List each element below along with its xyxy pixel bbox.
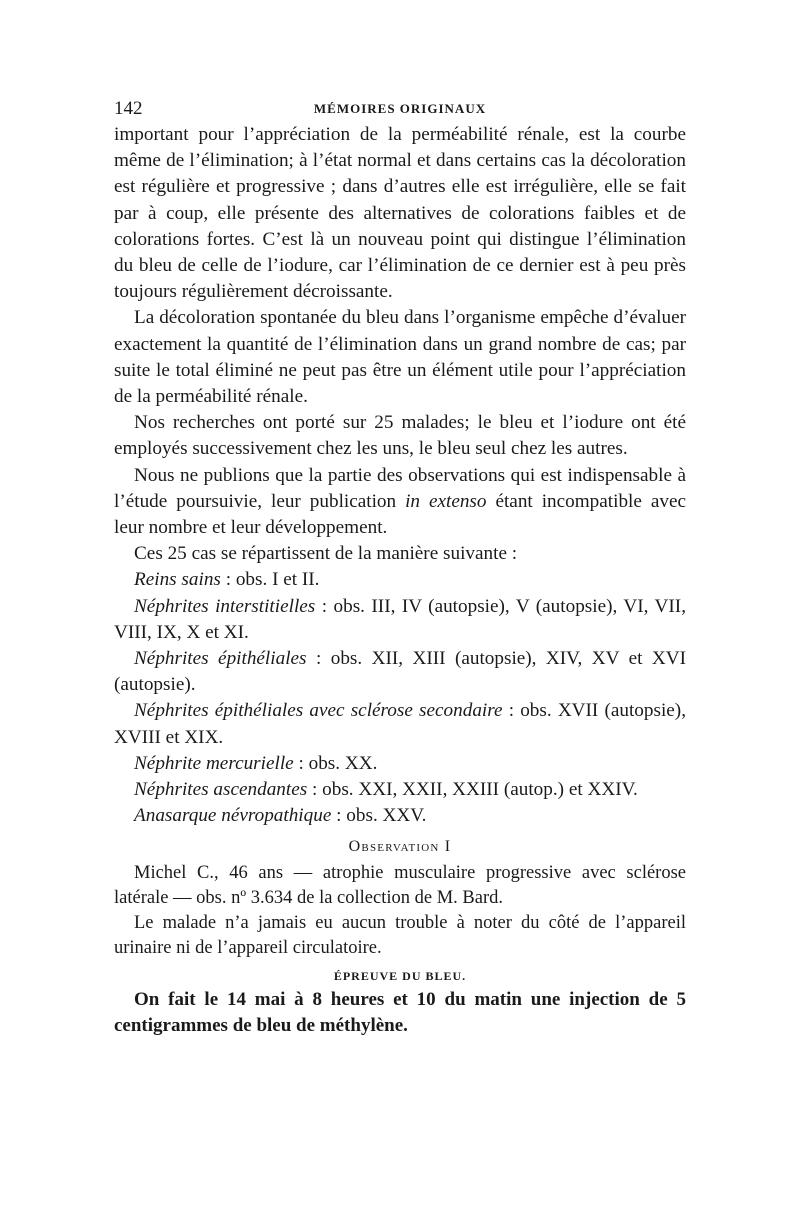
paragraph-4-italic: in extenso bbox=[405, 490, 487, 512]
list-item bbox=[114, 777, 686, 803]
list-item-text: : obs. XX. bbox=[293, 752, 378, 774]
list-item-text: : obs. XXV. bbox=[331, 805, 427, 827]
list-item-label: Reins sains bbox=[134, 569, 221, 591]
list-item bbox=[114, 698, 686, 750]
paragraph-5: Ces 25 cas se répartissent de la manière suivante : bbox=[134, 543, 518, 565]
list-item bbox=[114, 803, 686, 829]
observation-paragraph-1: Michel C., 46 ans — atrophie musculaire progressive avec sclérose latérale — obs. nº 3.634 de la collection de M. Bard. bbox=[114, 863, 686, 909]
main-text bbox=[114, 122, 686, 829]
list-item-label: Néphrites épithéliales avec sclérose secondaire bbox=[134, 700, 503, 722]
list-item-label: Néphrites épithéliales bbox=[134, 648, 307, 670]
list-item bbox=[114, 594, 686, 646]
page-number: 142 bbox=[114, 98, 143, 119]
paragraph-4 bbox=[114, 463, 686, 542]
observation-text bbox=[114, 861, 686, 961]
paragraph-1: important pour l’appréciation de la perméabilité rénale, est la courbe même de l’élimination; à l’état normal et dans certains cas la décoloration est régulière et progressive ; dans d’autres elle est irrégulière, elle se fait par à coup, elle présente des alternatives de colorations faibles et de colorations fortes. C’est là un nouveau point qui distingue l’élimination du bleu de celle de l’iodure, car l’élimination de ce dernier est à peu près toujours régulièrement décroissante. bbox=[114, 124, 686, 303]
running-title: MÉMOIRES ORIGINAUX bbox=[313, 101, 487, 116]
list-item-label: Néphrites ascendantes bbox=[134, 779, 308, 801]
list-item-label: Néphrite mercurielle bbox=[134, 752, 294, 774]
list-item-text: : obs. XVII (autopsie), XVIII et XIX. bbox=[114, 700, 686, 748]
observation-paragraph-3: On fait le 14 mai à 8 heures et 10 du matin une injection de 5 centigrammes de bleu de méthylène. bbox=[114, 989, 686, 1037]
list-item-label: Néphrites interstitielles bbox=[134, 595, 316, 617]
list-item bbox=[114, 646, 686, 698]
list-item-text: : obs. XII, XIII (autopsie), XIV, XV et XVI (autopsie). bbox=[114, 648, 686, 696]
page bbox=[114, 96, 686, 1039]
list-item-text: : obs. XXI, XXII, XXIII (autop.) et XXIV. bbox=[307, 779, 638, 801]
observation-paragraph-2: Le malade n’a jamais eu aucun trouble à noter du côté de l’appareil urinaire ni de l’appareil circulatoire. bbox=[114, 913, 686, 959]
paragraph-2: La décoloration spontanée du bleu dans l’organisme empêche d’évaluer exactement la quantité de l’élimination dans un grand nombre de cas; par suite le total éliminé ne peut pas être un élément utile pour l’appréciation de la perméabilité rénale. bbox=[114, 307, 686, 408]
page-header bbox=[114, 96, 686, 122]
list-item-text: : obs. I et II. bbox=[220, 569, 320, 591]
observation-heading: Observation I bbox=[348, 838, 452, 856]
paragraph-4-text-b: étant incompatible avec leur nombre et leur développement. bbox=[114, 490, 686, 539]
paragraph-4-text-a: Nous ne publions que la partie des observations qui est indispensable à l’étude poursuivie, leur publication bbox=[114, 464, 686, 512]
list-item-label: Anasarque névropathique bbox=[134, 805, 332, 827]
list-item-text: : obs. III, IV (autopsie), V (autopsie), VI, VII, VIII, IX, X et XI. bbox=[114, 595, 686, 643]
list-item bbox=[114, 567, 686, 593]
paragraph-3: Nos recherches ont porté sur 25 malades; le bleu et l’iodure ont été employés successivement chez les uns, le bleu seul chez les autres. bbox=[114, 412, 686, 460]
list-item bbox=[114, 751, 686, 777]
observation-subheading: ÉPREUVE DU BLEU. bbox=[333, 969, 467, 984]
